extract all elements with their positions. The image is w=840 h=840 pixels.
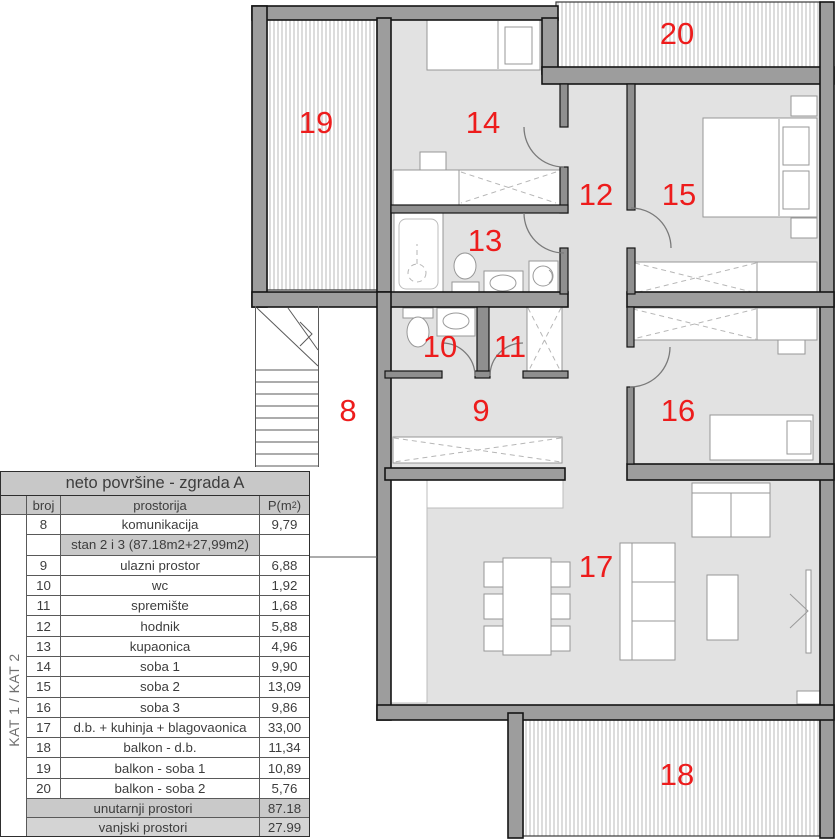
table-row — [27, 738, 309, 758]
cell-prostorija: balkon - d.b. — [61, 738, 260, 757]
room-label-18: 18 — [659, 757, 695, 792]
cell-area: 5,76 — [271, 780, 298, 796]
cell-area: 10,89 — [267, 760, 302, 776]
summary-label: unutarnji prostori — [27, 799, 260, 817]
cell-prostorija: hodnik — [61, 616, 260, 635]
cell-broj: 14 — [27, 657, 61, 676]
area-table — [0, 471, 310, 837]
cell-broj: 19 — [27, 758, 61, 777]
cell-area: 5,88 — [271, 618, 298, 634]
table-main — [27, 496, 309, 836]
cell-area — [260, 535, 309, 554]
table-title: neto površine - zgrada A — [1, 472, 309, 496]
cell-broj: 11 — [27, 596, 61, 615]
column-header-broj: broj — [27, 496, 61, 514]
cell-broj: 17 — [27, 718, 61, 737]
summary-value: 87.18 — [260, 799, 309, 817]
balcony-19 — [267, 18, 377, 290]
cell-prostorija: wc — [61, 576, 260, 595]
cell-area: 13,09 — [267, 679, 302, 695]
room-label-12: 12 — [578, 177, 614, 212]
cell-area: 6,88 — [271, 557, 298, 573]
table-body — [1, 496, 309, 836]
column-header-prostorija: prostorija — [61, 496, 260, 514]
table-header — [27, 496, 309, 515]
room-label-10: 10 — [422, 329, 458, 364]
cell-area: 1,92 — [271, 577, 298, 593]
cell-broj: 9 — [27, 556, 61, 575]
summary-row — [27, 799, 309, 818]
furniture-entry-9 — [393, 437, 562, 463]
summary-row — [27, 818, 309, 836]
cell-prostorija: stan 2 i 3 (87.18m2+27,99m2) — [61, 535, 260, 554]
cell-prostorija: soba 2 — [61, 677, 260, 696]
room-label-11: 11 — [493, 329, 527, 364]
room-label-17: 17 — [578, 549, 614, 584]
column-header-area: P(m 2 ) — [267, 497, 302, 513]
table-row — [27, 779, 309, 799]
room-label-13: 13 — [467, 223, 503, 258]
cell-broj: 8 — [27, 515, 61, 534]
cell-prostorija: spremište — [61, 596, 260, 615]
cell-area: 9,86 — [271, 699, 298, 715]
cell-area: 4,96 — [271, 638, 298, 654]
table-row — [27, 637, 309, 657]
cell-broj: 12 — [27, 616, 61, 635]
floor-level-sidebar — [1, 496, 27, 836]
cell-broj: 13 — [27, 637, 61, 656]
table-row — [27, 677, 309, 697]
summary-label: vanjski prostori — [27, 818, 260, 836]
cell-broj: 20 — [27, 779, 61, 798]
cell-area: 33,00 — [267, 719, 302, 735]
cell-broj — [27, 535, 61, 554]
cell-prostorija: komunikacija — [61, 515, 260, 534]
table-row — [27, 758, 309, 778]
table-row — [27, 657, 309, 677]
table-row — [27, 576, 309, 596]
cell-prostorija: soba 3 — [61, 698, 260, 717]
table-row — [27, 556, 309, 576]
cell-prostorija: soba 1 — [61, 657, 260, 676]
room-label-8: 8 — [339, 393, 357, 428]
cell-area: 1,68 — [271, 598, 298, 614]
room-label-9: 9 — [472, 393, 490, 428]
room-label-19: 19 — [298, 105, 334, 140]
table-summary — [27, 799, 309, 836]
floor-level-label: KAT 1 / KAT 2 — [5, 653, 22, 747]
room-label-15: 15 — [661, 177, 697, 212]
cell-broj: 10 — [27, 576, 61, 595]
cell-area: 9,79 — [271, 517, 298, 533]
table-rows — [27, 515, 309, 799]
summary-value: 27.99 — [260, 818, 309, 836]
cell-prostorija: ulazni prostor — [61, 556, 260, 575]
cell-broj: 18 — [27, 738, 61, 757]
room-label-14: 14 — [465, 105, 501, 140]
room-label-16: 16 — [660, 393, 696, 428]
table-row — [27, 718, 309, 738]
cell-prostorija: balkon - soba 2 — [61, 779, 260, 798]
table-row — [27, 515, 309, 535]
table-row — [27, 698, 309, 718]
cell-prostorija: balkon - soba 1 — [61, 758, 260, 777]
table-row — [27, 616, 309, 636]
cell-area: 9,90 — [271, 659, 298, 675]
cell-broj: 16 — [27, 698, 61, 717]
cell-prostorija: kupaonica — [61, 637, 260, 656]
room-label-20: 20 — [659, 16, 695, 51]
cell-area: 11,34 — [268, 740, 301, 756]
table-row — [27, 535, 309, 555]
cell-prostorija: d.b. + kuhinja + blagovaonica — [61, 718, 260, 737]
cell-broj: 15 — [27, 677, 61, 696]
table-row — [27, 596, 309, 616]
